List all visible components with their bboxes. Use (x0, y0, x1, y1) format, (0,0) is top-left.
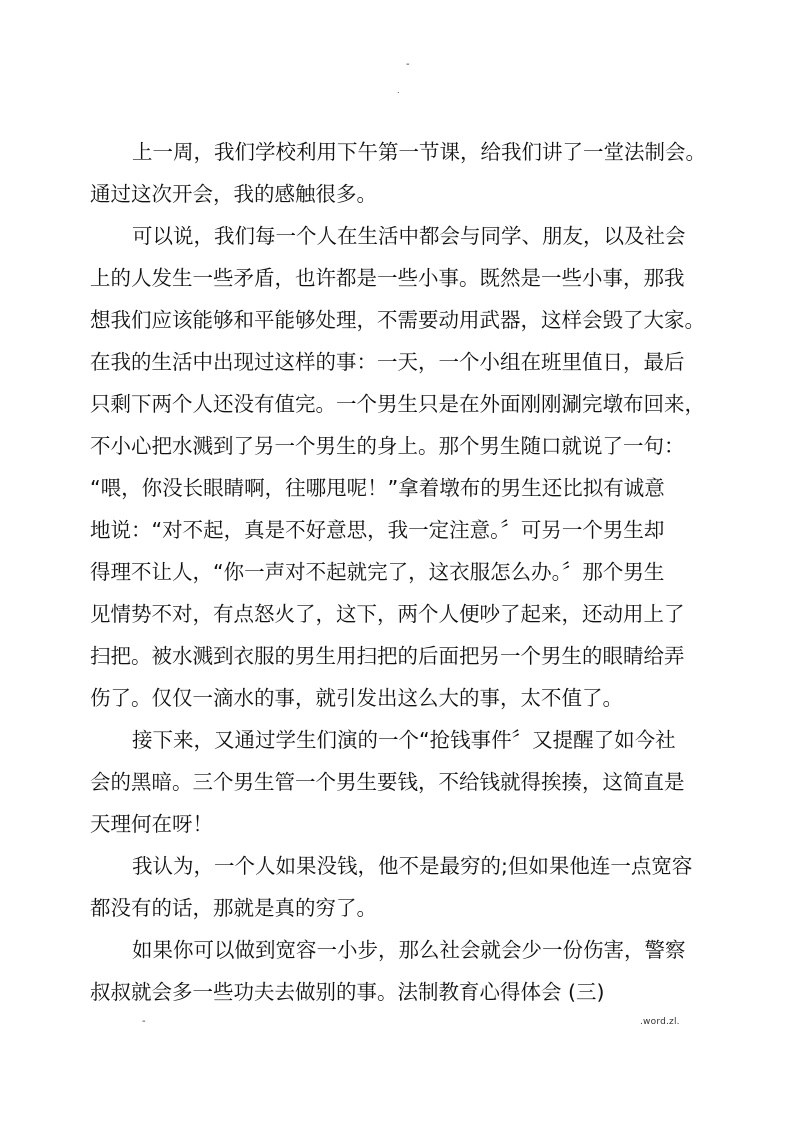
text-line: 会的黑暗。三个男生管一个男生要钱，不给钱就得挨揍，这简直是 (90, 770, 685, 794)
text-line: 得理不让人，“你一声对不起就完了，这衣服怎么办。〞那个男生 (90, 560, 665, 584)
text-line: 不小心把水溅到了另一个男生的身上。那个男生随口就说了一句： (90, 434, 685, 458)
text-line: 如果你可以做到宽容一小步，那么社会就会少一份伤害，警察 (132, 938, 686, 962)
document-body (90, 131, 712, 1013)
paragraph-1 (90, 131, 712, 215)
text-line: 见情势不对，有点怒火了，这下，两个人便吵了起来，还动用上了 (90, 602, 685, 626)
text-line: 都没有的话，那就是真的穷了。 (90, 896, 377, 920)
paragraph-5 (90, 929, 712, 1013)
text-line: 我认为，一个人如果没钱，他不是最穷的;但如果他连一点宽容 (132, 854, 693, 878)
text-line: 想我们应该能够和平能够处理，不需要动用武器，这样会毁了大家。 (90, 308, 705, 332)
text-line: 通过这次开会，我的感触很多。 (90, 182, 377, 206)
paragraph-2 (90, 215, 712, 719)
header-dot-mark: . (397, 86, 400, 95)
text-line: 上一周，我们学校利用下午第一节课，给我们讲了一堂法制会。 (132, 140, 706, 164)
text-line: 扫把。被水溅到衣服的男生用扫把的后面把另一个男生的眼睛给弄 (90, 644, 685, 668)
paragraph-4 (90, 845, 712, 929)
footer-mark-right: .word.zl. (640, 1017, 680, 1027)
footer-mark-left: - (142, 1016, 146, 1027)
text-line: 在我的生活中出现过这样的事：一天，一个小组在班里值日，最后 (90, 350, 685, 374)
text-line: 叔叔就会多一些功夫去做别的事。法制教育心得体会 (三) (90, 980, 605, 1004)
text-line: 地说：“对不起，真是不好意思，我一定注意。〞可另一个男生却 (90, 518, 665, 542)
text-line: 只剩下两个人还没有值完。一个男生只是在外面刚刚涮完墩布回来， (90, 392, 705, 416)
text-line: 伤了。仅仅一滴水的事，就引发出这么大的事，太不值了。 (90, 686, 623, 710)
header-mark: - (406, 59, 410, 70)
text-line: 可以说，我们每一个人在生活中都会与同学、朋友，以及社会 (132, 224, 686, 248)
text-line: 天理何在呀！ (90, 812, 213, 836)
text-line: 接下来，又通过学生们演的一个“抢钱事件〞又提醒了如今社 (132, 728, 676, 752)
paragraph-3 (90, 719, 712, 845)
text-line: 上的人发生一些矛盾，也许都是一些小事。既然是一些小事，那我 (90, 266, 685, 290)
text-line: “喂，你没长眼睛啊，往哪甩呢！”拿着墩布的男生还比拟有诚意 (90, 476, 665, 500)
